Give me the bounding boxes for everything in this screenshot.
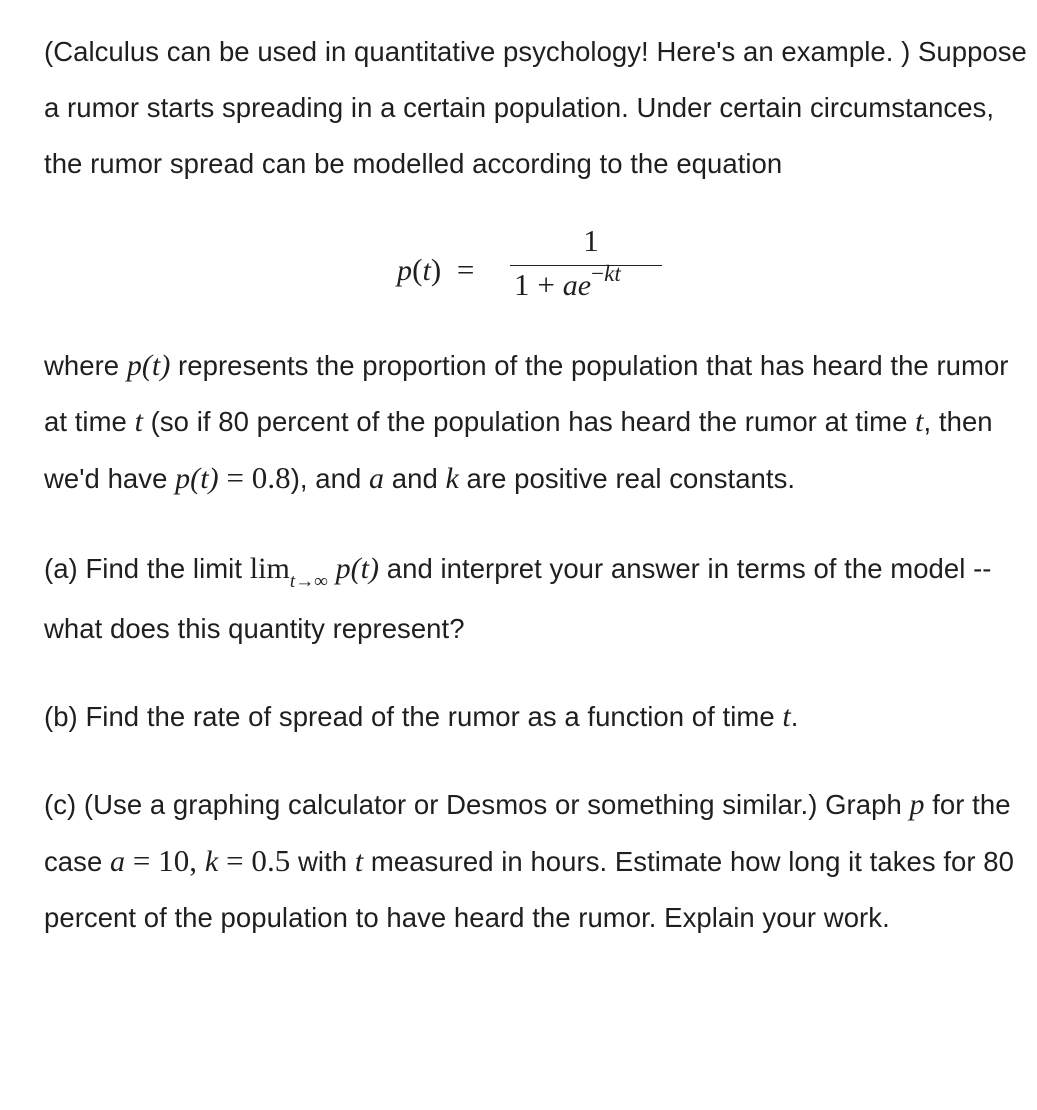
part-c-text-1: (c) (Use a graphing calculator or Desmos or something similar.) Graph — [44, 789, 910, 820]
eq-equals: = — [456, 252, 475, 287]
where-text-3: (so if 80 percent of the population has heard the rumor at time — [142, 406, 916, 437]
where-text-4: , then we'd have — [44, 406, 993, 494]
fraction-numerator: 1 — [583, 223, 599, 258]
den-one-plus: 1 + — [514, 267, 563, 302]
part-c-p: p — [909, 788, 925, 821]
where-text-5: ), and — [290, 463, 369, 494]
intro-paragraph — [44, 24, 1034, 192]
where-text-2: represents the proportion of the population that has heard the rumor at time — [44, 350, 1009, 437]
eq-lhs-t: t — [422, 254, 431, 287]
where-math-t-2: t — [915, 405, 924, 438]
equation-fraction — [510, 220, 662, 307]
where-math-t: t — [134, 405, 143, 438]
where-paragraph — [44, 338, 1034, 507]
where-text-1: where — [44, 350, 127, 381]
fraction-denominator — [510, 261, 662, 307]
den-exp-sign: − — [591, 261, 605, 286]
where-math-k: k — [445, 462, 459, 495]
part-c-a: a — [109, 845, 126, 878]
part-c-question — [44, 777, 1034, 946]
part-c-text-3: with — [290, 846, 355, 877]
part-c-text-4: measured in hours. Estimate how long it takes for 80 percent of the population to have heard the rumor. Explain your work. — [44, 846, 1014, 933]
part-c-a-value: = 10, — [125, 843, 205, 878]
part-a-func: p(t) — [335, 552, 380, 585]
where-text-7: are positive real constants. — [458, 463, 796, 494]
den-a: a — [562, 269, 578, 302]
equation-lhs — [397, 250, 474, 291]
problem-content — [44, 24, 1034, 946]
part-b-prefix: (b) Find the rate of spread of the rumor as a function of time — [44, 701, 783, 732]
part-c-k: k — [204, 845, 219, 878]
eq-lhs-open: ( — [412, 252, 423, 287]
part-a-prefix: (a) Find the limit — [44, 553, 250, 584]
eq-lhs-p: p — [397, 254, 413, 287]
where-text-6: and — [384, 463, 446, 494]
where-math-eq-value: = 0.8 — [218, 460, 291, 495]
den-e: e — [577, 269, 592, 302]
part-b-question — [44, 689, 1034, 745]
logistic-equation — [44, 220, 1034, 338]
part-b-t: t — [782, 700, 791, 733]
den-exp-kt: kt — [604, 261, 621, 286]
part-c-text-2: for the case — [44, 789, 1011, 877]
intro-text: (Calculus can be used in quantitative psychology! Here's an example. ) Suppose a rumor starts spreading in a certain population. Under certain circumstances, the rumor spread can be modelled according to the equation — [44, 36, 1027, 179]
part-a-suffix: and interpret your answer in terms of the model -- what does this quantity represent? — [44, 553, 992, 644]
part-b-suffix: . — [790, 701, 799, 732]
where-math-p-t: p(t) — [126, 349, 171, 382]
part-a-lim: lim — [249, 552, 290, 585]
part-a-question — [44, 541, 1034, 657]
part-a-lim-subscript: t→∞ — [289, 571, 328, 592]
where-math-a: a — [369, 462, 385, 495]
part-c-k-value: = 0.5 — [218, 843, 291, 878]
where-math-p-t-2: p(t) — [175, 462, 219, 495]
den-exponent — [591, 261, 621, 286]
eq-lhs-close: ) — [430, 252, 442, 287]
part-c-t: t — [354, 845, 364, 878]
